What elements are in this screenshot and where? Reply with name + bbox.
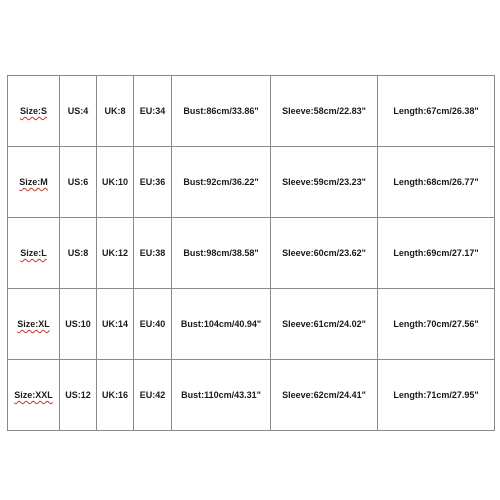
length-cell: Length:68cm/26.77": [378, 147, 495, 218]
eu-size-cell: EU:38: [134, 218, 172, 289]
sleeve-cell: Sleeve:62cm/24.41": [271, 360, 378, 431]
length-cell: Length:67cm/26.38": [378, 76, 495, 147]
bust-cell: Bust:92cm/36.22": [172, 147, 271, 218]
bust-cell: Bust:98cm/38.58": [172, 218, 271, 289]
length-cell: Length:70cm/27.56": [378, 289, 495, 360]
size-cell: [8, 289, 60, 360]
size-cell: [8, 360, 60, 431]
size-chart-table: [7, 75, 495, 431]
length-cell: Length:69cm/27.17": [378, 218, 495, 289]
table-row: [8, 76, 495, 147]
table-row: [8, 147, 495, 218]
size-label: Size:M: [19, 177, 48, 187]
size-label: Size:XL: [17, 319, 50, 329]
table-row: [8, 289, 495, 360]
eu-size-cell: EU:40: [134, 289, 172, 360]
bust-cell: Bust:110cm/43.31": [172, 360, 271, 431]
sleeve-cell: Sleeve:61cm/24.02": [271, 289, 378, 360]
eu-size-cell: EU:42: [134, 360, 172, 431]
uk-size-cell: UK:16: [97, 360, 134, 431]
size-cell: [8, 147, 60, 218]
size-label: Size:S: [19, 106, 47, 116]
us-size-cell: US:12: [60, 360, 97, 431]
uk-size-cell: UK:8: [97, 76, 134, 147]
size-cell: [8, 218, 60, 289]
us-size-cell: US:4: [60, 76, 97, 147]
bust-cell: Bust:86cm/33.86": [172, 76, 271, 147]
uk-size-cell: UK:10: [97, 147, 134, 218]
uk-size-cell: UK:14: [97, 289, 134, 360]
sleeve-cell: Sleeve:58cm/22.83": [271, 76, 378, 147]
us-size-cell: US:10: [60, 289, 97, 360]
size-label: Size:XXL: [14, 390, 53, 400]
size-label: Size:L: [20, 248, 47, 258]
length-cell: Length:71cm/27.95": [378, 360, 495, 431]
eu-size-cell: EU:34: [134, 76, 172, 147]
table-row: [8, 218, 495, 289]
uk-size-cell: UK:12: [97, 218, 134, 289]
eu-size-cell: EU:36: [134, 147, 172, 218]
sleeve-cell: Sleeve:60cm/23.62": [271, 218, 378, 289]
size-cell: [8, 76, 60, 147]
bust-cell: Bust:104cm/40.94": [172, 289, 271, 360]
us-size-cell: US:6: [60, 147, 97, 218]
table-row: [8, 360, 495, 431]
sleeve-cell: Sleeve:59cm/23.23": [271, 147, 378, 218]
us-size-cell: US:8: [60, 218, 97, 289]
